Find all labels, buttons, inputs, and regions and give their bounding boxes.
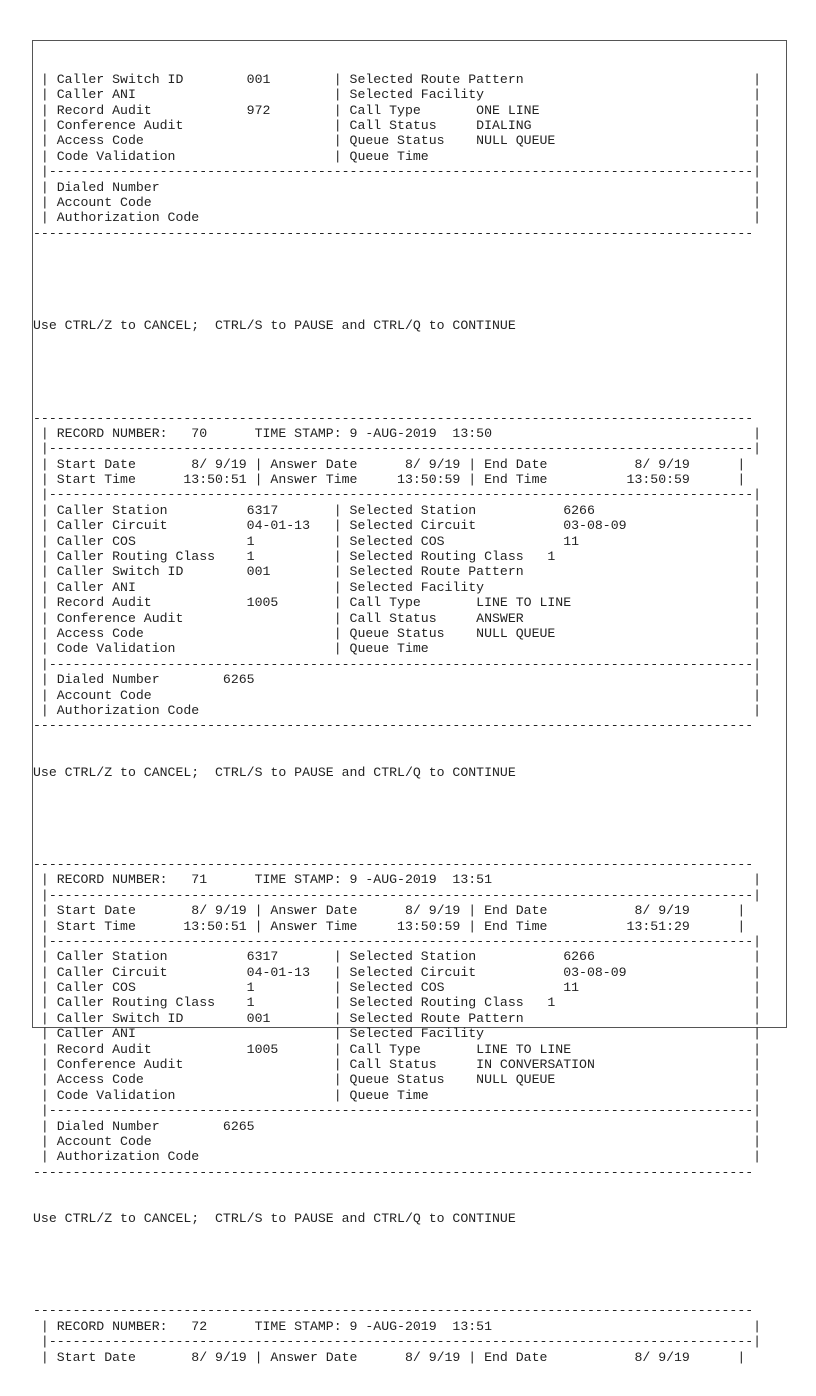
record-line: | Dialed Number | [33, 179, 762, 195]
record-line: | Dialed Number 6265 | [33, 672, 762, 688]
record-line: | Record Audit 972 | Call Type ONE LINE | [33, 102, 762, 118]
record-line: | Caller ANI | Selected Facility | [33, 1026, 762, 1042]
record-line: | Authorization Code | [33, 210, 762, 226]
record-line: | RECORD NUMBER: 72 TIME STAMP: 9 -AUG-2019 13:51 | [33, 1318, 762, 1334]
record-line: | Caller Routing Class 1 | Selected Routing Class 1 | [33, 549, 762, 565]
record-line: | Code Validation | Queue Time | [33, 148, 762, 164]
record-line: | Access Code | Queue Status NULL QUEUE | [33, 626, 762, 641]
record-line: |-----------------------------------------------------------------------------------------| [33, 656, 762, 672]
control-prompt: Use CTRL/Z to CANCEL; CTRL/S to PAUSE and CTRL/Q to CONTINUE [33, 764, 516, 780]
record-line: | Start Date 8/ 9/19 | Answer Date 8/ 9/19 | End Date 8/ 9/19 | [33, 903, 746, 919]
record-line: | Access Code | Queue Status NULL QUEUE | [33, 133, 762, 149]
record-line: | Caller Switch ID 001 | Selected Route Pattern | [33, 71, 762, 87]
record-line: | Code Validation | Queue Time | [33, 1087, 762, 1103]
blank-line [33, 364, 761, 379]
record-line: |-----------------------------------------------------------------------------------------| [33, 1103, 762, 1119]
blank-line [33, 272, 761, 287]
record-line: ------------------------------------------------------------------------------------------- [33, 410, 754, 426]
record-line: |-----------------------------------------------------------------------------------------| [33, 164, 762, 180]
blank-line [33, 811, 761, 826]
record-line: |-----------------------------------------------------------------------------------------| [33, 1334, 762, 1350]
record-line: | Start Date 8/ 9/19 | Answer Date 8/ 9/19 | End Date 8/ 9/19 | [33, 1349, 746, 1365]
record-line: | Caller COS 1 | Selected COS 11 | [33, 533, 762, 549]
record-line: | Conference Audit | Call Status IN CONVERSATION | [33, 1057, 762, 1073]
blank-line [33, 1257, 761, 1272]
record-line: ------------------------------------------------------------------------------------------- [33, 1164, 754, 1180]
record-line: | Caller Circuit 04-01-13 | Selected Circuit 03-08-09 | [33, 518, 762, 534]
record-block-72 [33, 1303, 761, 1365]
record-line: | Caller ANI | Selected Facility | [33, 87, 762, 103]
record-line: |-----------------------------------------------------------------------------------------| [33, 441, 762, 457]
terminal-page [32, 40, 787, 1365]
record-line: |-----------------------------------------------------------------------------------------| [33, 933, 762, 949]
terminal-output [33, 41, 761, 1396]
record-line: | Conference Audit | Call Status ANSWER | [33, 610, 762, 626]
record-line: | RECORD NUMBER: 70 TIME STAMP: 9 -AUG-2019 13:50 | [33, 425, 762, 441]
record-block-71 [33, 857, 761, 1180]
record-line: |-----------------------------------------------------------------------------------------| [33, 887, 762, 903]
record-line: | Dialed Number 6265 | [33, 1118, 762, 1134]
record-line: ------------------------------------------------------------------------------------------- [33, 225, 754, 241]
control-prompt: Use CTRL/Z to CANCEL; CTRL/S to PAUSE and CTRL/Q to CONTINUE [33, 1210, 516, 1226]
control-prompt: Use CTRL/Z to CANCEL; CTRL/S to PAUSE and CTRL/Q to CONTINUE [33, 318, 516, 334]
record-line: | Code Validation | Queue Time | [33, 641, 762, 657]
record-line: | Account Code | [33, 1133, 762, 1149]
record-line: | Caller Circuit 04-01-13 | Selected Circuit 03-08-09 | [33, 964, 762, 980]
record-line: | Caller Routing Class 1 | Selected Routing Class 1 | [33, 995, 762, 1011]
record-line: | Caller COS 1 | Selected COS 11 | [33, 980, 762, 996]
record-line: | Conference Audit | Call Status DIALING | [33, 117, 762, 133]
record-line: | Caller Station 6317 | Selected Station 6266 | [33, 502, 762, 518]
record-line: | Start Date 8/ 9/19 | Answer Date 8/ 9/19 | End Date 8/ 9/19 | [33, 456, 746, 472]
record-line: ------------------------------------------------------------------------------------------- [33, 1303, 754, 1319]
record-line: | Caller Switch ID 001 | Selected Route Pattern | [33, 564, 762, 580]
record-line: ------------------------------------------------------------------------------------------- [33, 856, 754, 872]
record-line: | Start Time 13:50:51 | Answer Time 13:50:59 | End Time 13:50:59 | [33, 472, 746, 488]
record-line: | Record Audit 1005 | Call Type LINE TO LINE | [33, 595, 762, 611]
record-line: |-----------------------------------------------------------------------------------------| [33, 487, 762, 503]
record-line: | Authorization Code | [33, 702, 762, 718]
record-line: | RECORD NUMBER: 71 TIME STAMP: 9 -AUG-2019 13:51 | [33, 872, 762, 888]
record-line: | Access Code | Queue Status NULL QUEUE | [33, 1072, 762, 1088]
record-line: | Start Time 13:50:51 | Answer Time 13:50:59 | End Time 13:51:29 | [33, 918, 746, 934]
record-line: | Record Audit 1005 | Call Type LINE TO LINE | [33, 1041, 762, 1057]
record-line: | Caller Switch ID 001 | Selected Route Pattern | [33, 1010, 762, 1026]
record-line: ------------------------------------------------------------------------------------------- [33, 718, 754, 734]
record-block-partial [33, 72, 761, 241]
record-line: | Caller ANI | Selected Facility | [33, 579, 762, 595]
record-line: | Account Code | [33, 687, 762, 703]
record-line: | Caller Station 6317 | Selected Station 6266 | [33, 949, 762, 965]
record-line: | Account Code | [33, 194, 762, 210]
record-block-70 [33, 411, 761, 734]
record-line: | Authorization Code | [33, 1149, 762, 1165]
